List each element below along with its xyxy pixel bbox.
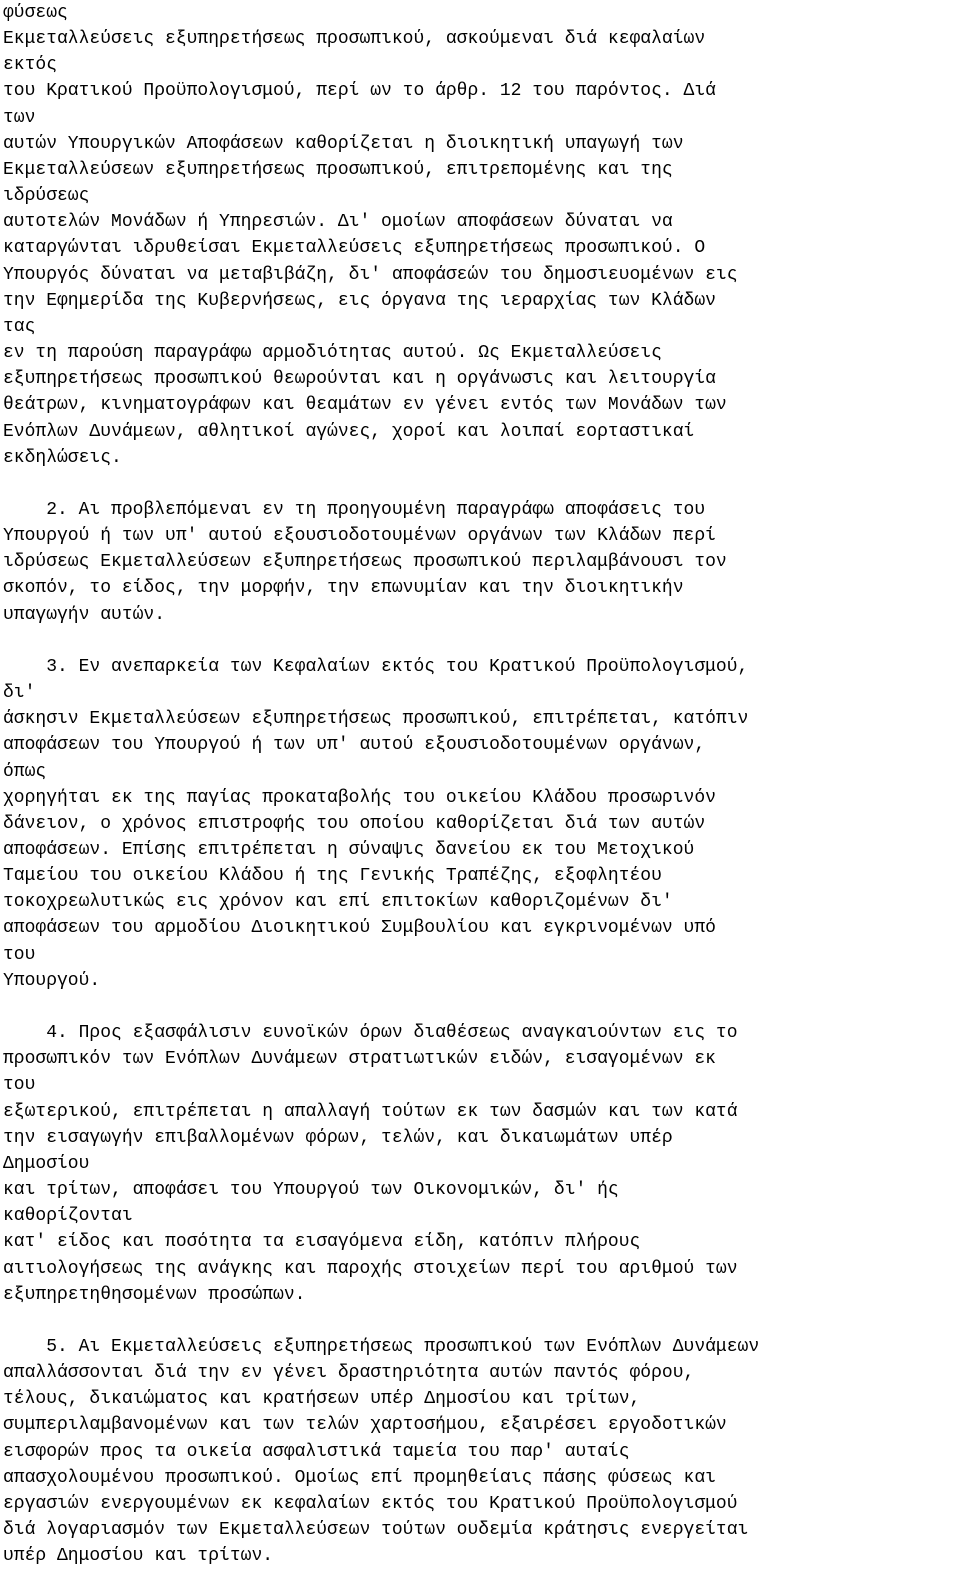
text-line: θεάτρων, κινηματογράφων και θεαμάτων εν γένει εντός των Μονάδων των — [3, 395, 727, 416]
text-line: εξυπηρετηθησομένων προσώπων. — [3, 1284, 306, 1305]
text-line: Εκμεταλλεύσεις εξυπηρετήσεως προσωπικού, ασκούμεναι διά κεφαλαίων — [3, 29, 706, 50]
text-line: κατ' είδος και ποσότητα τα εισαγόμενα είδη, κατόπιν πλήρους — [3, 1232, 641, 1253]
text-line: φύσεως — [3, 3, 68, 23]
text-line: αποφάσεων του αρμοδίου Διοικητικού Συμβουλίου και εγκρινομένων υπό — [3, 918, 716, 939]
text-line: καθορίζονται — [3, 1206, 133, 1227]
text-line: Υπουργού. — [3, 970, 101, 991]
text-line: απασχολουμένου προσωπικού. Ομοίως επί προμηθείαις πάσης φύσεως και — [3, 1467, 716, 1488]
text-line: ιδρύσεως Εκμεταλλεύσεων εξυπηρετήσεως προσωπικού περιλαμβάνουσι τον — [3, 552, 727, 573]
text-line: δάνειον, ο χρόνος επιστροφής του οποίου καθορίζεται διά των αυτών — [3, 813, 706, 834]
text-line: χορηγήται εκ της παγίας προκαταβολής του οικείου Κλάδου προσωρινόν — [3, 787, 716, 808]
paragraph-gap — [3, 1308, 960, 1334]
text-line: προσωπικόν των Ενόπλων Δυνάμεων στρατιωτικών ειδών, εισαγομένων εκ — [3, 1049, 716, 1070]
text-line: των — [3, 107, 36, 128]
text-line: εξωτερικού, επιτρέπεται η απαλλαγή τούτων εκ των δασμών και των κατά — [3, 1101, 738, 1122]
text-line: εργασιών ενεργουμένων εκ κεφαλαίων εκτός του Κρατικού Προϋπολογισμού — [3, 1493, 738, 1514]
text-line: Ενόπλων Δυνάμεων, αθλητικοί αγώνες, χοροί και λοιπαί εορταστικαί — [3, 421, 695, 442]
text-line: καταργώνται ιδρυθείσαι Εκμεταλλεύσεις εξυπηρετήσεως προσωπικού. Ο — [3, 238, 706, 259]
text-line: Υπουργού ή των υπ' αυτού εξουσιοδοτουμένων οργάνων των Κλάδων περί — [3, 526, 716, 547]
text-line: σκοπόν, το είδος, την μορφήν, την επωνυμίαν και την διοικητικήν — [3, 578, 684, 599]
text-line: του — [3, 1075, 36, 1096]
text-line: 5. Αι Εκμεταλλεύσεις εξυπηρετήσεως προσωπικού των Ενόπλων Δυνάμεων — [3, 1336, 760, 1357]
text-line: τας — [3, 316, 36, 337]
paragraph-gap — [3, 471, 960, 497]
text-line: αποφάσεων. Επίσης επιτρέπεται η σύναψις δανείου εκ του Μετοχικού — [3, 840, 695, 860]
text-line: εισφορών προς τα οικεία ασφαλιστικά ταμεία του παρ' αυταίς — [3, 1441, 630, 1462]
text-line: αυτοτελών Μονάδων ή Υπηρεσιών. Δι' ομοίων αποφάσεων δύναται να — [3, 212, 673, 233]
text-line: διά λογαριασμόν των Εκμεταλλεύσεων τούτων ουδεμία κράτησις ενεργείται — [3, 1520, 749, 1541]
text-line: την εισαγωγήν επιβαλλομένων φόρων, τελών, και δικαιωμάτων υπέρ — [3, 1127, 673, 1148]
text-line: όπως — [3, 761, 47, 782]
text-line: και τρίτων, αποφάσει του Υπουργού των Οικονομικών, δι' ής — [3, 1180, 619, 1201]
text-line: την Εφημερίδα της Κυβερνήσεως, εις όργανα της ιεραρχίας των Κλάδων — [3, 290, 716, 311]
text-line: άσκησιν Εκμεταλλεύσεων εξυπηρετήσεως προσωπικού, επιτρέπεται, κατόπιν — [3, 709, 749, 730]
text-line: συμπεριλαμβανομένων και των τελών χαρτοσήμου, εξαιρέσει εργοδοτικών — [3, 1415, 727, 1436]
text-line: αιτιολογήσεως της ανάγκης και παροχής στοιχείων περί του αριθμού των — [3, 1258, 738, 1279]
text-line: υπέρ Δημοσίου και τρίτων. — [3, 1546, 274, 1567]
text-line: υπαγωγήν αυτών. — [3, 604, 166, 625]
text-line: αυτών Υπουργικών Αποφάσεων καθορίζεται η διοικητική υπαγωγή των — [3, 133, 684, 154]
text-line: Εκμεταλλεύσεων εξυπηρετήσεως προσωπικού, επιτρεπομένης και της — [3, 159, 673, 180]
text-line: ιδρύσεως — [3, 186, 90, 207]
text-line: εκδηλώσεις. — [3, 447, 122, 468]
text-line: δι' — [3, 683, 36, 704]
text-line: εξυπηρετήσεως προσωπικού θεωρούνται και η οργάνωσις και λειτουργία — [3, 369, 716, 390]
text-line: Ταμείου του οικείου Κλάδου ή της Γενικής Τραπέζης, εξοφλητέου — [3, 866, 662, 887]
text-line: 4. Προς εξασφάλισιν ευνοϊκών όρων διαθέσεως αναγκαιούντων εις το — [3, 1023, 738, 1044]
paragraph-gap — [3, 628, 960, 654]
text-line: του Κρατικού Προϋπολογισμού, περί ων το άρθρ. 12 του παρόντος. Διά — [3, 81, 716, 102]
text-line: τέλους, δικαιώματος και κρατήσεων υπέρ Δημοσίου και τρίτων, — [3, 1389, 641, 1410]
text-line: απαλλάσσονται διά την εν γένει δραστηριότητα αυτών παντός φόρου, — [3, 1363, 695, 1384]
text-line: Υπουργός δύναται να μεταβιβάζη, δι' αποφάσεών του δημοσιευομένων εις — [3, 264, 738, 285]
text-line: αποφάσεων του Υπουργού ή των υπ' αυτού εξουσιοδοτουμένων οργάνων, — [3, 735, 706, 756]
text-line: 3. Εν ανεπαρκεία των Κεφαλαίων εκτός του Κρατικού Προϋπολογισμού, — [3, 656, 749, 677]
text-line: 2. Αι προβλεπόμεναι εν τη προηγουμένη παραγράφω αποφάσεις του — [3, 499, 706, 520]
text-line: εν τη παρούση παραγράφω αρμοδιότητας αυτού. Ως Εκμεταλλεύσεις — [3, 343, 662, 364]
text-line: του — [3, 944, 36, 965]
text-line: εκτός — [3, 55, 58, 76]
paragraph-gap — [3, 994, 960, 1020]
text-line: Δημοσίου — [3, 1153, 90, 1174]
text-line: τοκοχρεωλυτικώς εις χρόνον και επί επιτοκίων καθοριζομένων δι' — [3, 892, 673, 913]
